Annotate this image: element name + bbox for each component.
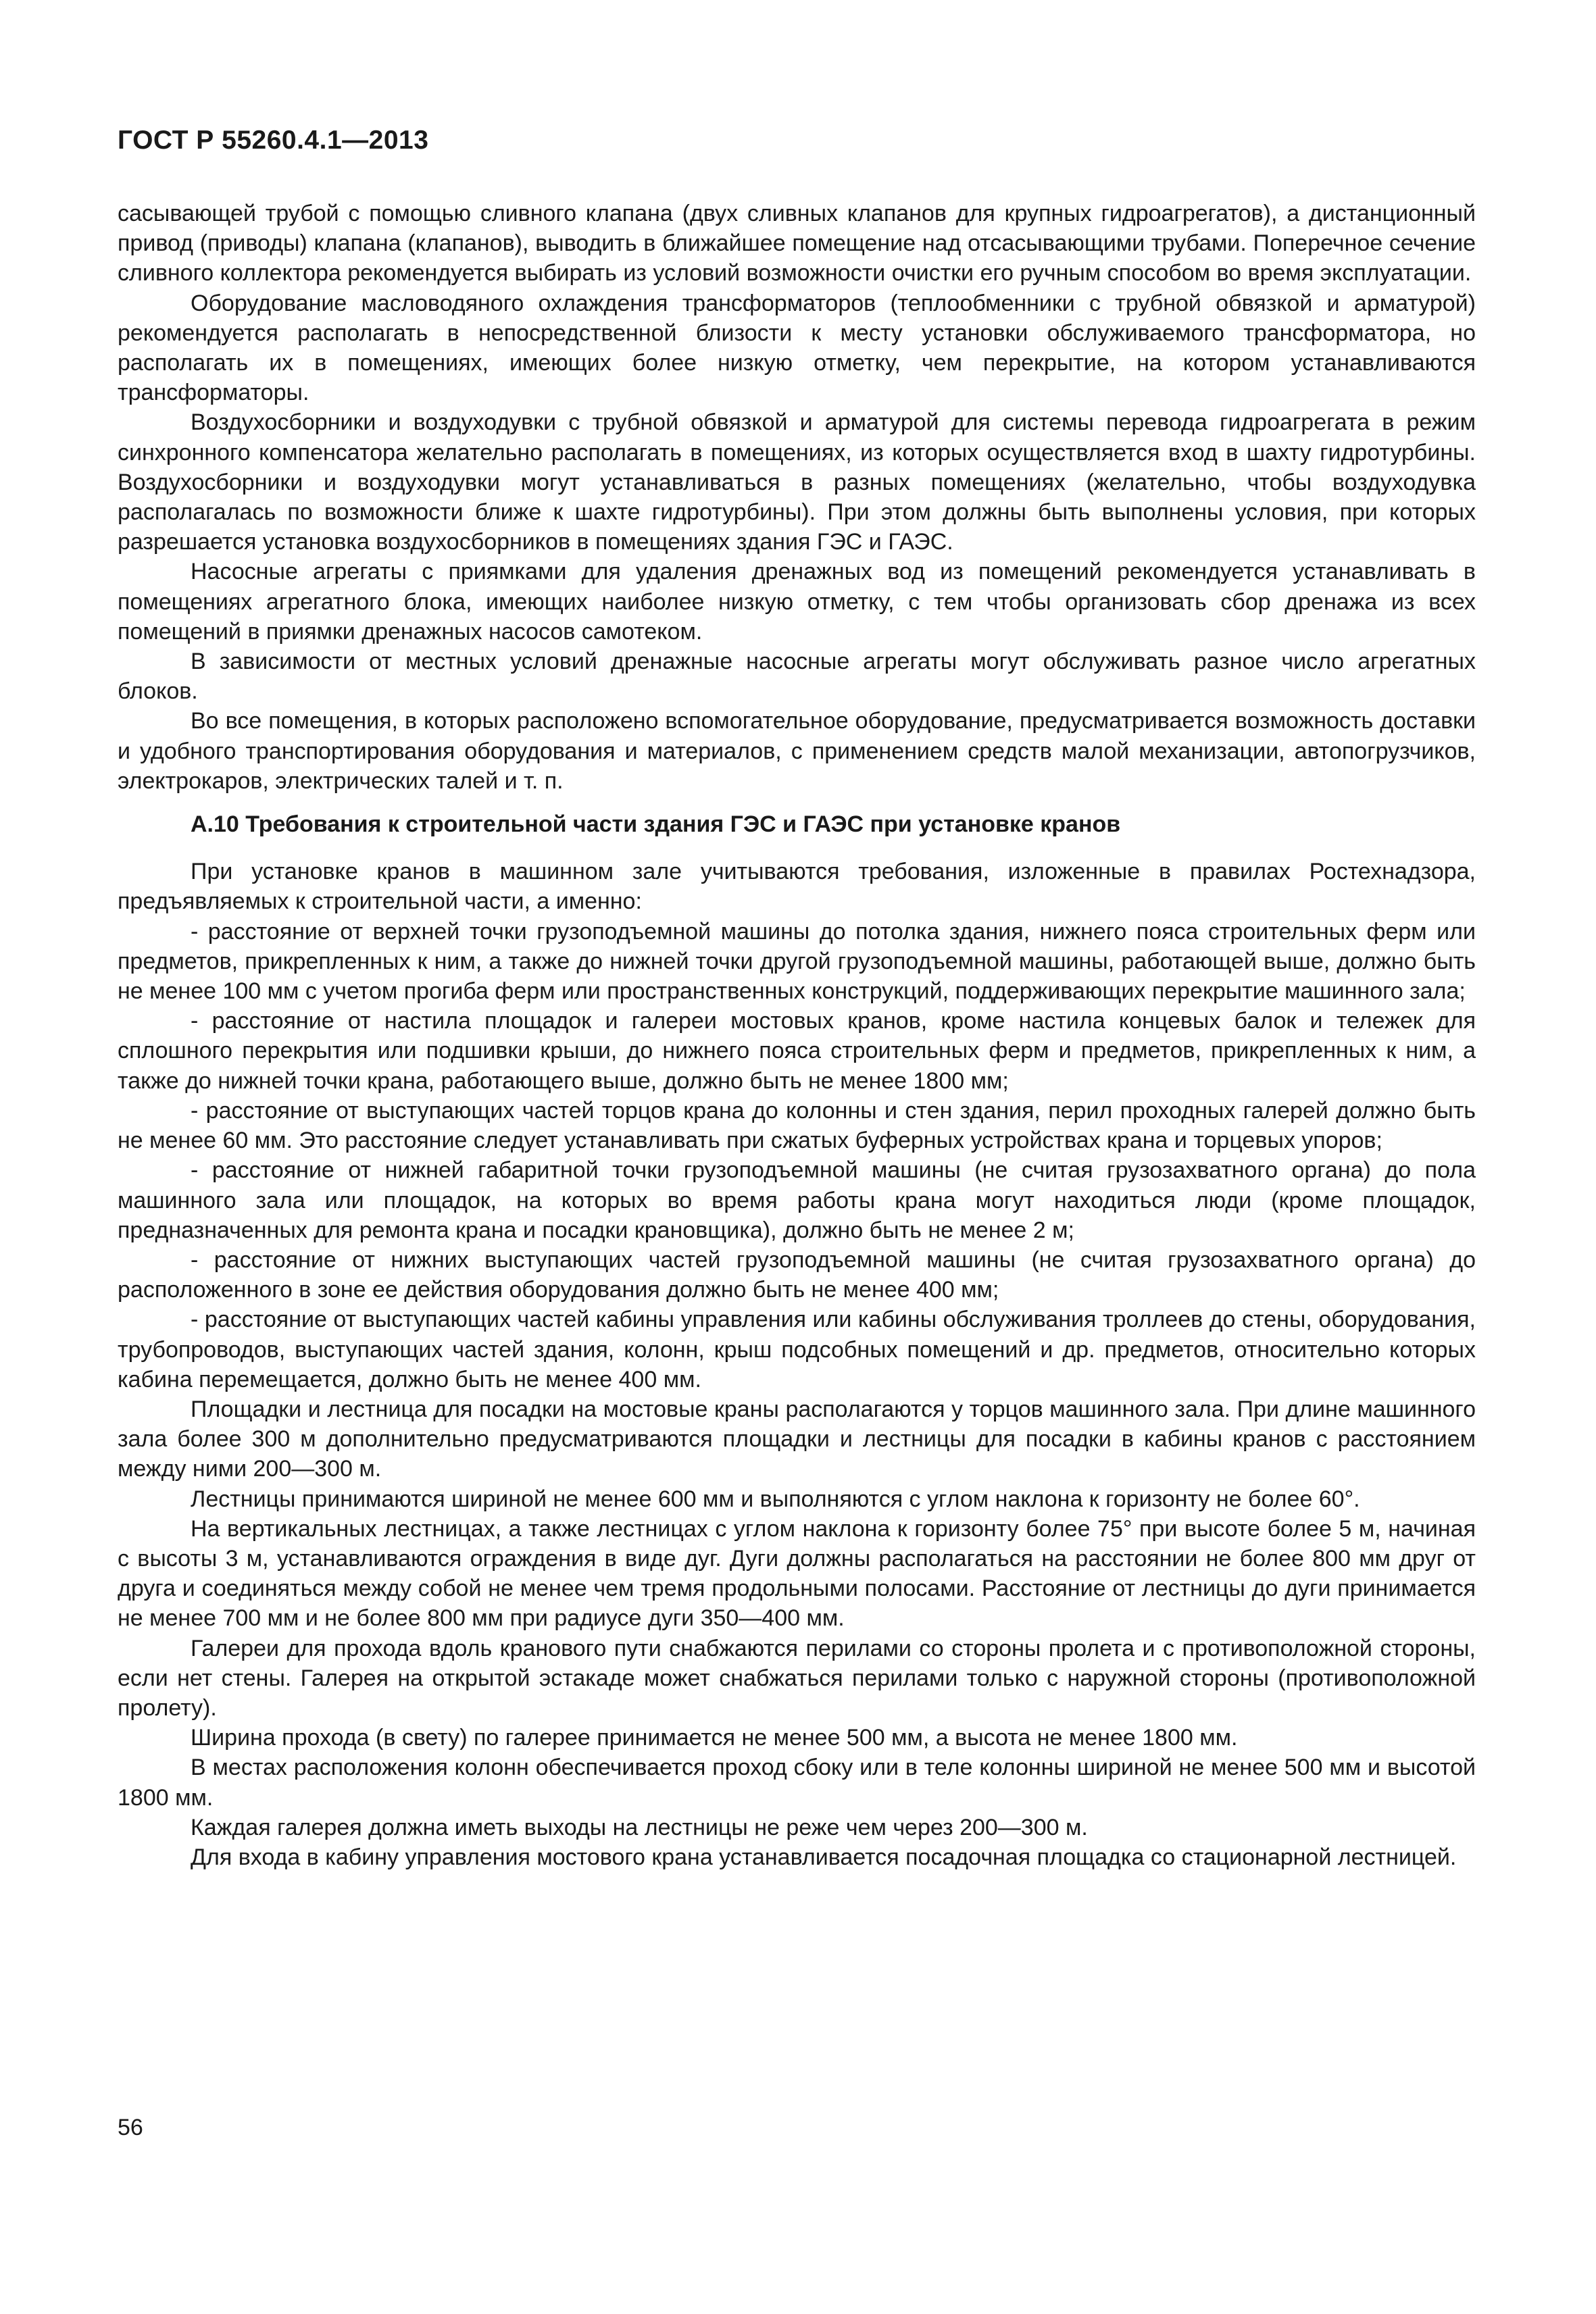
paragraph: В местах расположения колонн обеспечивается проход сбоку или в теле колонны шириной не менее 500 мм и высотой 1800 мм. bbox=[118, 1755, 1476, 1811]
paragraph: В зависимости от местных условий дренажные насосные агрегаты могут обслуживать разное число агрегатных блоков. bbox=[118, 649, 1476, 705]
paragraph: Воздухосборники и воздуходувки с трубной обвязкой и арматурой для системы перевода гидроагрегата в режим синхронного компенсатора желательно располагать в помещениях, из которых осуществляется вход в шахту гидротурбины. Воздухосборники и воздуходувки могут устанавливаться в разных помещениях (желательно, чтобы воздуходувка располагалась по возможности ближе к шахте гидротурбины). При этом должны быть выполнены условия, при которых разрешается установка воздухосборников в помещениях здания ГЭС и ГАЭС. bbox=[118, 409, 1476, 555]
paragraph: Площадки и лестница для посадки на мостовые краны располагаются у торцов машинного зала. При длине машинного зала более 300 м дополнительно предусматриваются площадки и лестницы для посадки в кабины кранов с расстоянием между ними 200—300 м. bbox=[118, 1396, 1476, 1482]
page-number: 56 bbox=[118, 2115, 143, 2140]
paragraph: Насосные агрегаты с приямками для удаления дренажных вод из помещений рекомендуется устанавливать в помещениях агрегатного блока, имеющих наиболее низкую отметку, с тем чтобы организовать сбор дренажа из всех помещений в приямки дренажных насосов самотеком. bbox=[118, 559, 1476, 645]
list-item: - расстояние от выступающих частей торцов крана до колонны и стен здания, перил проходных галерей должно быть не менее 60 мм. Это расстояние следует устанавливать при сжатых буферных устройствах крана и торцевых упоров; bbox=[118, 1097, 1476, 1154]
page-content bbox=[118, 199, 1476, 1872]
paragraph: Каждая галерея должна иметь выходы на лестницы не реже чем через 200—300 м. bbox=[191, 1814, 1088, 1840]
list-item: - расстояние от настила площадок и галереи мостовых кранов, кроме настила концевых балок и тележек для сплошного перекрытия или подшивки крыши, до нижнего пояса строительных ферм и предметов, прикрепленных к ним, а также до нижней точки крана, работающего выше, должно быть не менее 1800 мм; bbox=[118, 1008, 1476, 1094]
paragraph: Галереи для прохода вдоль кранового пути снабжаются перилами со стороны пролета и с противоположной стороны, если нет стены. Галерея на открытой эстакаде может снабжаться перилами только с наружной стороны (противоположной пролету). bbox=[118, 1635, 1476, 1721]
document-header: ГОСТ Р 55260.4.1—2013 bbox=[118, 126, 429, 155]
paragraph: Оборудование масловодяного охлаждения трансформаторов (теплообменники с трубной обвязкой и арматурой) рекомендуется располагать в непосредственной близости к месту установки обслуживаемого трансформатора, но располагать их в помещениях, имеющих более низкую отметку, чем перекрытие, на котором устанавливаются трансформаторы. bbox=[118, 290, 1476, 406]
paragraph: При установке кранов в машинном зале учитываются требования, изложенные в правилах Ростехнадзора, предъявляемых к строительной части, а именно: bbox=[118, 859, 1476, 915]
paragraph: Лестницы принимаются шириной не менее 600 мм и выполняются с углом наклона к горизонту не более 60°. bbox=[191, 1486, 1360, 1512]
list-item: - расстояние от нижней габаритной точки грузоподъемной машины (не считая грузозахватного органа) до пола машинного зала или площадок, на которых во время работы крана могут находиться люди (кроме площадок, предназначенных для ремонта крана и посадки крановщика), должно быть не менее 2 м; bbox=[118, 1157, 1476, 1243]
list-item: - расстояние от верхней точки грузоподъемной машины до потолка здания, нижнего пояса строительных ферм или предметов, прикрепленных к ним, а также до нижней точки другой грузоподъемной машины, работающей выше, должно быть не менее 100 мм с учетом прогиба ферм или пространственных конструкций, поддерживающих перекрытие машинного зала; bbox=[118, 918, 1476, 1005]
list-item: - расстояние от нижних выступающих частей грузоподъемной машины (не считая грузозахватного органа) до расположенного в зоне ее действия оборудования должно быть не менее 400 мм; bbox=[118, 1247, 1476, 1303]
paragraph: Для входа в кабину управления мостового крана устанавливается посадочная площадка со стационарной лестницей. bbox=[191, 1844, 1457, 1870]
paragraph: На вертикальных лестницах, а также лестницах с углом наклона к горизонту более 75° при высоте более 5 м, начиная с высоты 3 м, устанавливаются ограждения в виде дуг. Дуги должны располагаться на расстоянии не более 800 мм друг от друга и соединяться между собой не менее чем тремя продольными полосами. Расстояние от лестницы до дуги принимается не менее 700 мм и не более 800 мм при радиусе дуги 350—400 мм. bbox=[118, 1515, 1476, 1632]
list-item: - расстояние от выступающих частей кабины управления или кабины обслуживания троллеев до стены, оборудования, трубопроводов, выступающих частей здания, колонн, крыш подсобных помещений и др. предметов, относительно которых кабина перемещается, должно быть не менее 400 мм. bbox=[118, 1307, 1476, 1392]
paragraph: Во все помещения, в которых расположено вспомогательное оборудование, предусматривается возможность доставки и удобного транспортирования оборудования и материалов, с применением средств малой механизации, автопогрузчиков, электрокаров, электрических талей и т. п. bbox=[118, 708, 1476, 794]
section-heading: А.10 Требования к строительной части здания ГЭС и ГАЭС при установке кранов bbox=[191, 811, 1121, 838]
paragraph: Ширина прохода (в свету) по галерее принимается не менее 500 мм, а высота не менее 1800 мм. bbox=[191, 1725, 1238, 1751]
paragraph: сасывающей трубой с помощью сливного клапана (двух сливных клапанов для крупных гидроагрегатов), а дистанционный привод (приводы) клапана (клапанов), выводить в ближайшее помещение над отсасывающими трубами. Поперечное сечение сливного коллектора рекомендуется выбирать из условий возможности очистки его ручным способом во время эксплуатации. bbox=[118, 201, 1476, 286]
